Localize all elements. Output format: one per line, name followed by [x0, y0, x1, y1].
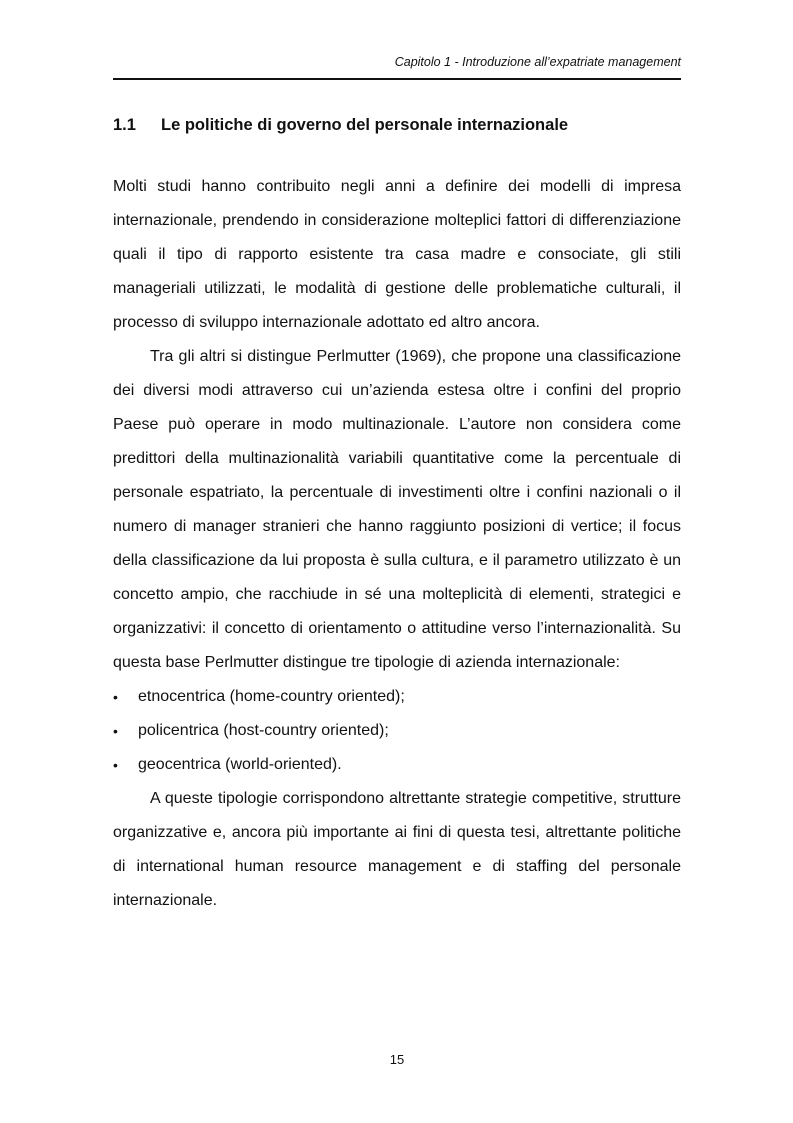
paragraph: Tra gli altri si distingue Perlmutter (1969), che propone una classificazione dei diversi modi attraverso cui un’azienda estesa oltre i confini del proprio Paese può operare in modo multinazionale. L’autore non considera come predittori della multinazionalità variabili quantitative come la percentuale di personale espatriato, la percentuale di investimenti oltre i confini nazionali o il numero di manager stranieri che hanno raggiunto posizioni di vertice; il focus della classificazione da lui proposta è sulla cultura, e il parametro utilizzato è un concetto ampio, che racchiude in sé una molteplicità di elementi, strategici e organizzativi: il concetto di orientamento o attitudine verso l’internazionalità. Su questa base Perlmutter distingue tre tipologie di azienda internazionale:: [113, 348, 681, 671]
paragraph: Molti studi hanno contribuito negli anni a definire dei modelli di impresa internazionale, prendendo in considerazione molteplici fattori di differenziazione quali il tipo di rapporto esistente tra casa madre e consociate, gli stili manageriali utilizzati, le modalità di gestione delle problematiche culturali, il processo di sviluppo internazionale adottato ed altro ancora.: [113, 178, 681, 331]
section-heading: [113, 115, 681, 135]
page-number: 15: [389, 1052, 405, 1067]
running-header: Capitolo 1 - Introduzione all’expatriate management: [394, 55, 681, 69]
header-rule: [113, 78, 681, 80]
list-item: [113, 714, 681, 748]
bullet-icon: •: [113, 723, 118, 739]
list-item-text: etnocentrica (home-country oriented);: [138, 688, 405, 705]
section-number: 1.1: [113, 116, 136, 134]
paragraph: A queste tipologie corrispondono altrettante strategie competitive, strutture organizzative e, ancora più importante ai fini di questa tesi, altrettante politiche di international human resource management e di staffing del personale internazionale.: [113, 790, 681, 909]
body-text: [113, 170, 681, 918]
list-item-text: geocentrica (world-oriented).: [138, 756, 342, 773]
bullet-icon: •: [113, 757, 118, 773]
section-title: Le politiche di governo del personale internazionale: [161, 116, 569, 134]
bullet-icon: •: [113, 689, 118, 705]
bullet-list: [113, 680, 681, 782]
list-item: [113, 748, 681, 782]
list-item: [113, 680, 681, 714]
list-item-text: policentrica (host-country oriented);: [138, 722, 389, 739]
